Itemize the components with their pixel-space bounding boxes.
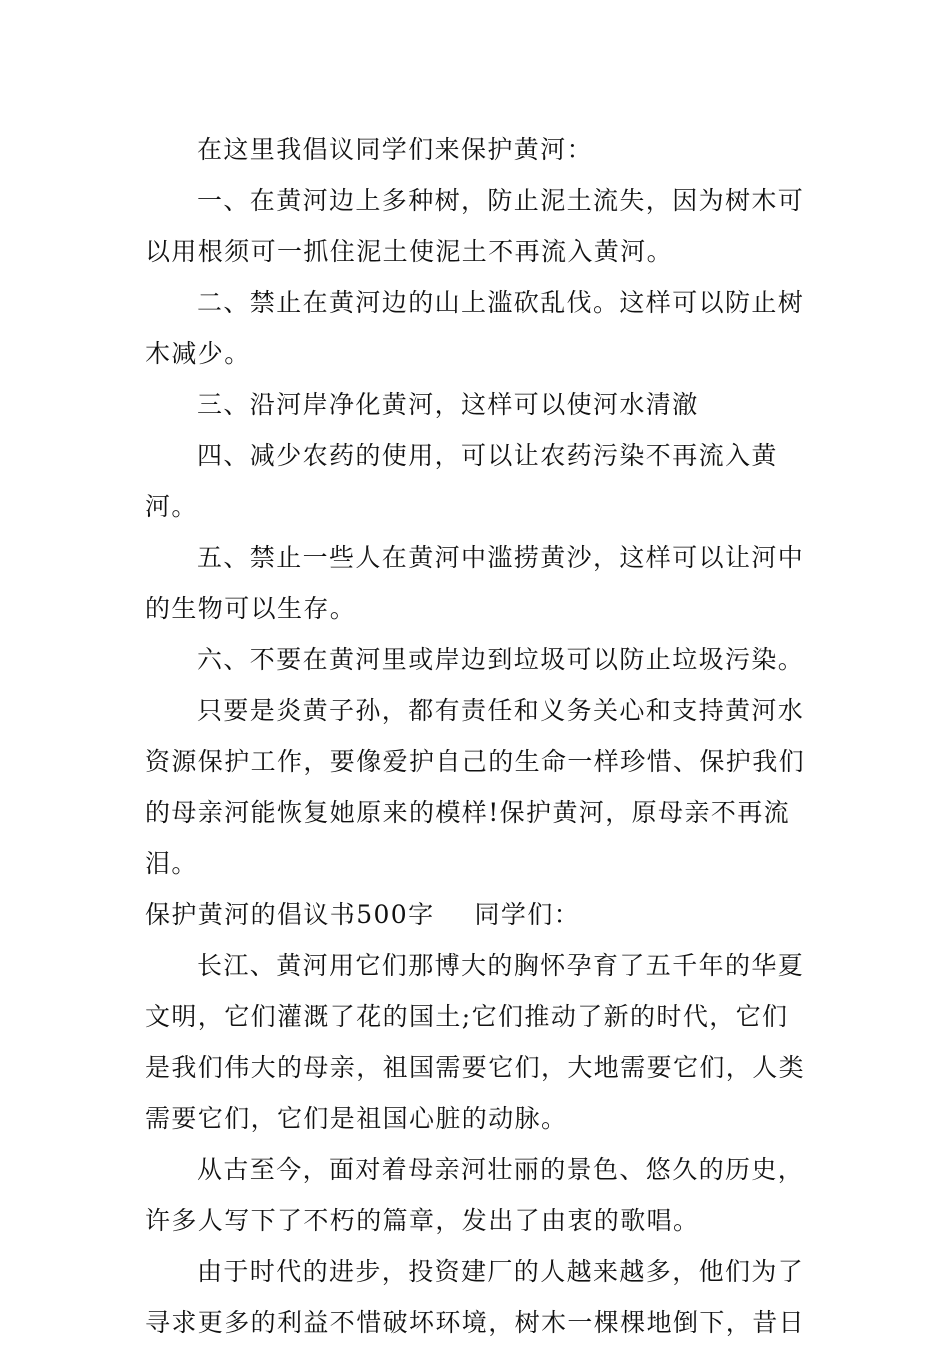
section-heading-line — [145, 889, 810, 940]
paragraph-progress: 由于时代的进步，投资建厂的人越来越多，他们为了寻求更多的利益不惜破坏环境，树木一棵棵地倒下，昔日 — [145, 1257, 806, 1337]
paragraph-item-2: 二、禁止在黄河边的山上滥砍乱伐。这样可以防止树木减少。 — [145, 288, 805, 368]
paragraph-rivers: 长江、黄河用它们那博大的胸怀孕育了五千年的华夏文明，它们灌溉了花的国土;它们推动了新的时代，它们是我们伟大的母亲，祖国需要它们，大地需要它们，人类需要它们，它们是祖国心脏的动脉。 — [145, 951, 806, 1133]
paragraph-item-6: 六、不要在黄河里或岸边到垃圾可以防止垃圾污染。 — [197, 645, 805, 674]
paragraph-item-1: 一、在黄河边上多种树，防止泥土流失，因为树木可以用根须可一抓住泥土使泥土不再流入黄河。 — [145, 186, 805, 266]
salutation: 同学们： — [474, 900, 581, 929]
paragraph-item-3: 三、沿河岸净化黄河，这样可以使河水清澈 — [197, 390, 699, 419]
paragraph-item-5: 五、禁止一些人在黄河中滥捞黄沙，这样可以让河中的生物可以生存。 — [145, 543, 805, 623]
paragraph-conclusion: 只要是炎黄子孙，都有责任和义务关心和支持黄河水资源保护工作，要像爱护自己的生命一样珍惜、保护我们的母亲河能恢复她原来的模样!保护黄河，原母亲不再流泪。 — [145, 696, 806, 878]
document-body — [145, 124, 810, 1348]
section-title: 保护黄河的倡议书500字 — [145, 900, 435, 929]
paragraph-item-4: 四、减少农药的使用，可以让农药污染不再流入黄河。 — [145, 441, 778, 521]
paragraph-intro: 在这里我倡议同学们来保护黄河： — [197, 135, 594, 164]
paragraph-history: 从古至今，面对着母亲河壮丽的景色、悠久的历史，许多人写下了不朽的篇章，发出了由衷的歌唱。 — [145, 1155, 805, 1235]
